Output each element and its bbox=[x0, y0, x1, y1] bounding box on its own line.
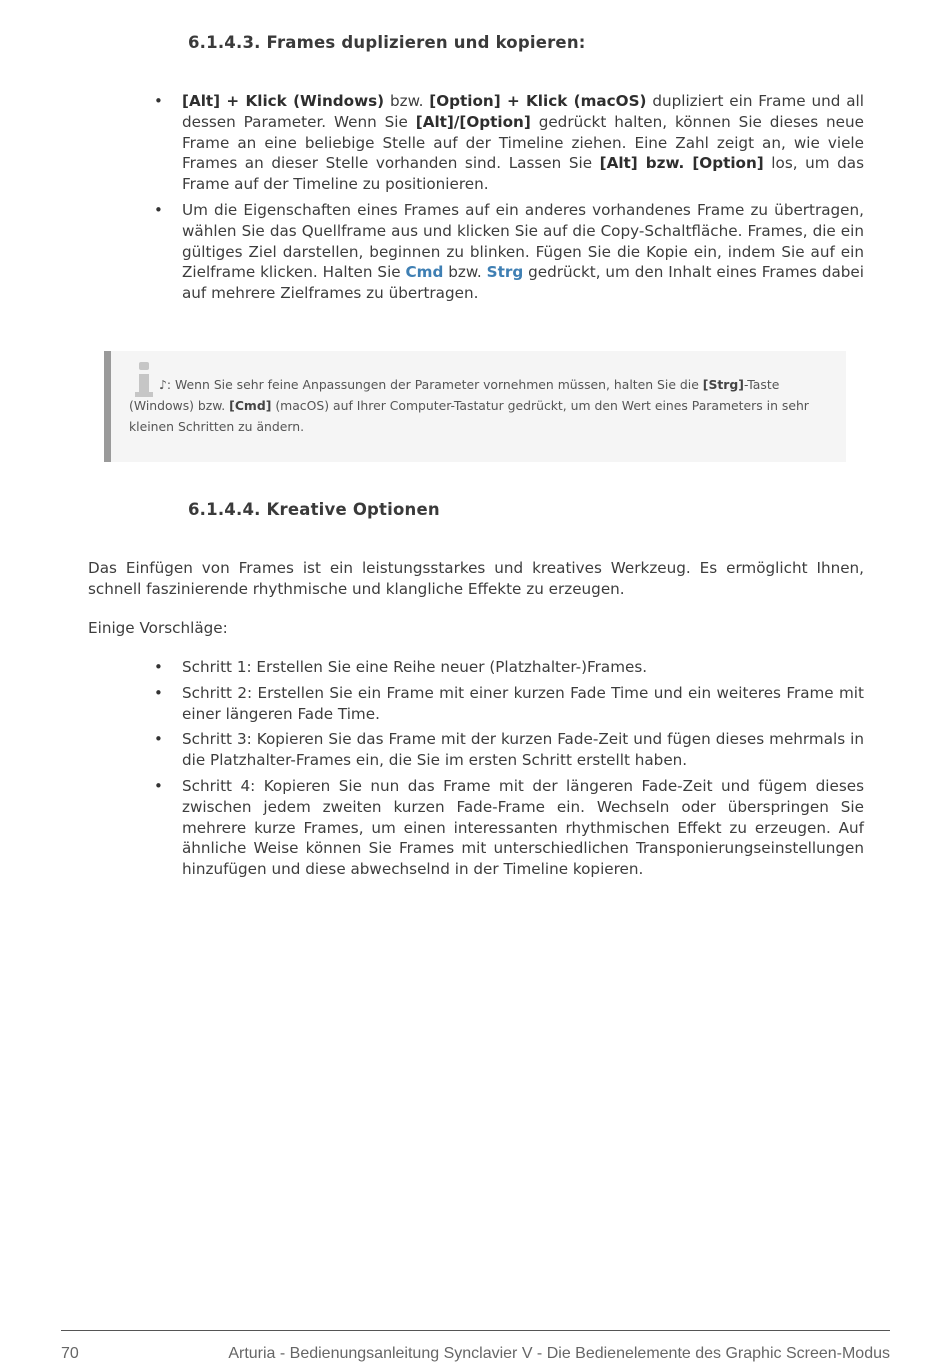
steps-list bbox=[150, 657, 864, 885]
text-run: -Taste (Windows) bzw. bbox=[129, 377, 780, 413]
section-heading-creative-options: 6.1.4.4. Kreative Optionen bbox=[188, 500, 440, 519]
page-number: 70 bbox=[61, 1345, 79, 1362]
list-item bbox=[150, 200, 864, 304]
bold-text: [Alt]/[Option] bbox=[415, 112, 531, 131]
list-item bbox=[150, 776, 864, 880]
bullet-icon: • bbox=[154, 658, 163, 676]
list-item bbox=[150, 729, 864, 771]
step-text: Schritt 1: Erstellen Sie eine Reihe neuer (Platzhalter-)Frames. bbox=[182, 658, 648, 676]
info-note-box bbox=[104, 351, 846, 462]
text-run: Um die Eigenschaften eines Frames auf ein anderes vorhandenes Frame zu übertragen, wählen Sie das Quellframe aus und klicken Sie auf die Copy-Schaltfläche. Frames, die ein gültiges Ziel darstellen, beginnen zu blinken. Fügen Sie die Kopie ein, indem Sie auf ein Zielframe klicken. Halten Sie bbox=[182, 200, 864, 282]
text-run: gedrückt, um den Inhalt eines Frames dabei auf mehrere Zielframes zu übertragen. bbox=[182, 263, 864, 303]
section-heading-duplicate-copy: 6.1.4.3. Frames duplizieren und kopieren: bbox=[188, 33, 586, 52]
duplicate-copy-list bbox=[150, 91, 864, 309]
text-run: (macOS) auf Ihrer Computer-Tastatur gedrückt, um den Wert eines Parameters in sehr kleinen Schritten zu ändern. bbox=[129, 397, 809, 434]
bullet-icon: • bbox=[154, 92, 163, 110]
bold-text: [Option] + Klick (macOS) bbox=[429, 92, 647, 110]
bold-text: [Cmd] bbox=[229, 397, 272, 413]
bullet-icon: • bbox=[154, 776, 163, 795]
bullet-text bbox=[182, 201, 864, 302]
step-text: Schritt 4: Kopieren Sie nun das Frame mit der längeren Fade-Zeit und fügem dieses zwischen jedem zweiten kurzen Fade-Frame ein. Wechseln oder überspringen Sie mehrere kurze Frames, um einen interessanten rhythmischen Effekt zu erzeugen. Auf ähnliche Weise können Sie Frames mit unterschiedlichen Transponierungseinstellungen hinzufügen und diese abwechselnd in der Timeline kopieren. bbox=[182, 776, 864, 879]
text-run: ♪: Wenn Sie sehr feine Anpassungen der Parameter vornehmen müssen, halten Sie die bbox=[159, 377, 703, 392]
bold-text: [Alt] + Klick (Windows) bbox=[182, 92, 385, 110]
text-run: los, um das Frame auf der Timeline zu positionieren. bbox=[182, 154, 864, 194]
bold-text: [Strg] bbox=[702, 377, 744, 392]
bullet-icon: • bbox=[154, 683, 163, 702]
step-text: Schritt 2: Erstellen Sie ein Frame mit einer kurzen Fade Time und ein weiteres Frame mit einer längeren Fade Time. bbox=[182, 683, 864, 723]
intro-paragraph: Das Einfügen von Frames ist ein leistungsstarkes und kreatives Werkzeug. Es ermöglicht Ihnen, schnell faszinierende rhythmische und klangliche Effekte zu erzeugen. bbox=[88, 559, 864, 598]
info-note-text bbox=[129, 375, 835, 437]
key-highlight: Cmd bbox=[405, 263, 444, 282]
footer-title: Arturia - Bedienungsanleitung Synclavier V - Die Bedienelemente des Graphic Screen-Modus bbox=[228, 1345, 890, 1362]
bullet-text bbox=[182, 92, 864, 193]
text-run: dupliziert ein Frame und all dessen Parameter. Wenn Sie bbox=[182, 92, 864, 131]
bullet-icon: • bbox=[154, 730, 163, 749]
suggestions-label: Einige Vorschläge: bbox=[88, 619, 228, 637]
list-item bbox=[150, 91, 864, 195]
footer-divider bbox=[61, 1330, 890, 1331]
bold-text: [Alt] bzw. [Option] bbox=[599, 154, 764, 173]
key-highlight: Strg bbox=[486, 263, 524, 282]
text-run: bzw. bbox=[384, 92, 430, 110]
text-run: gedrückt halten, können Sie dieses neue Frame an eine beliebige Stelle auf der Timeline ziehen. Eine Zahl zeigt an, wie viele Frames an dieser Stelle vorhanden sind. Lassen Sie bbox=[182, 112, 864, 173]
list-item bbox=[150, 683, 864, 725]
step-text: Schritt 3: Kopieren Sie das Frame mit der kurzen Fade-Zeit und fügen dieses mehrmals in die Platzhalter-Frames ein, die Sie im ersten Schritt erstellt haben. bbox=[182, 730, 864, 770]
bullet-icon: • bbox=[154, 200, 163, 219]
text-run: bzw. bbox=[443, 263, 487, 282]
list-item bbox=[150, 657, 864, 678]
